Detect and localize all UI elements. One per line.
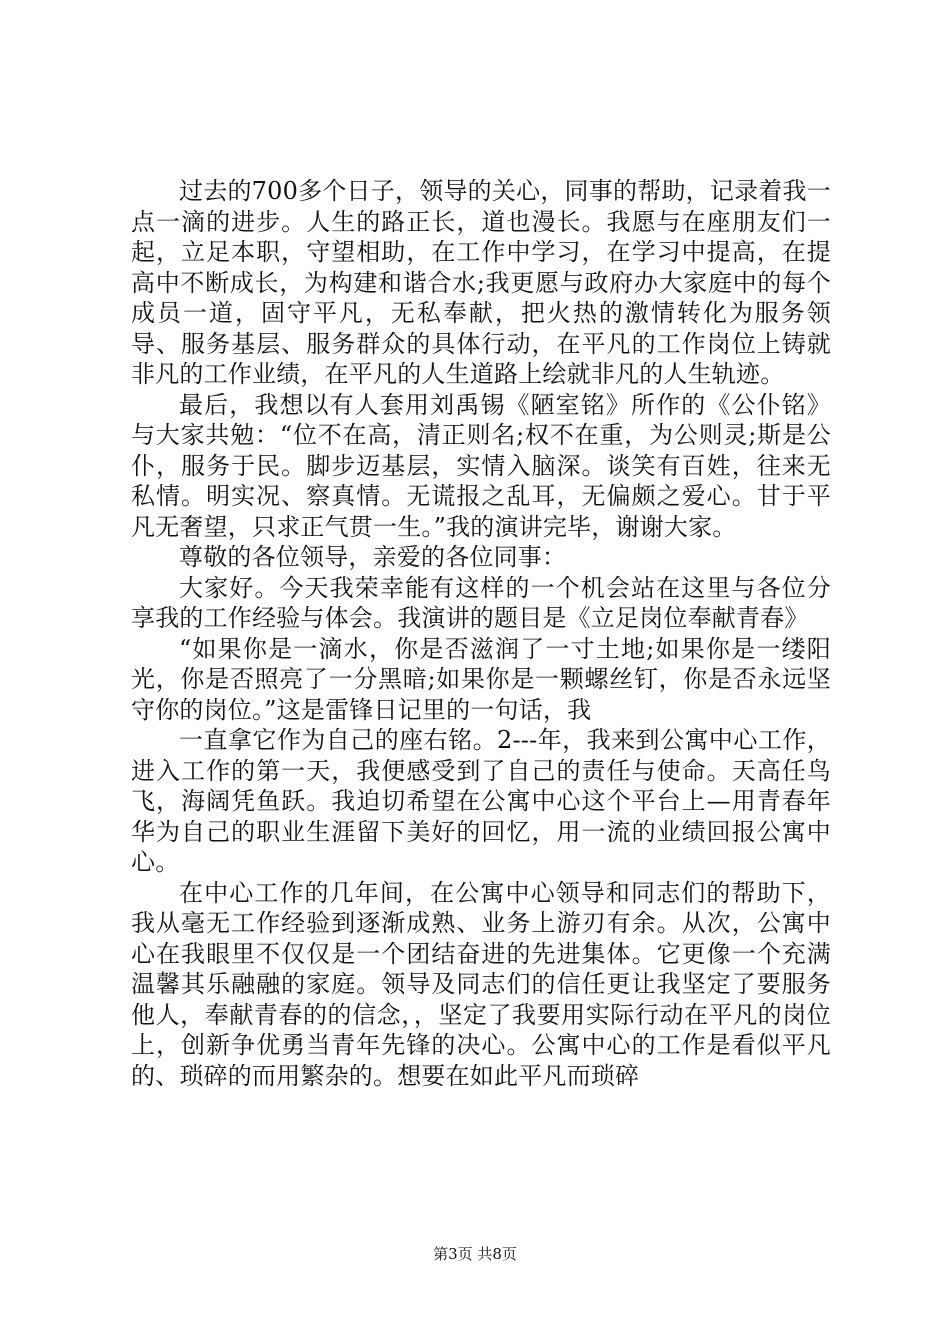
paragraph-lei-feng-quote: “如果你是一滴水，你是否滋润了一寸土地;如果你是一缕阳光，你是否照亮了一分黑暗;如果你是一颗螺丝钉，你是否永远坚守你的岗位。”这是雷锋日记里的一句话，我 (131, 634, 831, 724)
body-text (131, 176, 831, 1091)
page-number-label: 第3页 共8页 (433, 1245, 517, 1263)
paragraph-greeting-topic: 大家好。今天我荣幸能有这样的一个机会站在这里与各位分享我的工作经验与体会。我演讲的题目是《立足岗位奉献青春》 (131, 573, 831, 632)
paragraph-salutation: 尊敬的各位领导，亲爱的各位同事： (179, 543, 567, 571)
page-footer (0, 1244, 950, 1264)
paragraph-gongpu-ming: 最后，我想以有人套用刘禹锡《陋室铭》所作的《公仆铭》与大家共勉：“位不在高，清正则名;权不在重，为公则灵;斯是公仆，服务于民。脚步迈基层，实情入脑深。谈笑有百姓，往来无私情。明实况、察真情。无谎报之乱耳，无偏颇之爱心。甘于平凡无奢望，只求正气贯一生。”我的演讲完毕，谢谢大家。 (131, 390, 831, 541)
paragraph-closing-reflection: 过去的700多个日子，领导的关心，同事的帮助，记录着我一点一滴的进步。人生的路正长，道也漫长。我愿与在座朋友们一起，立足本职，守望相助，在工作中学习，在学习中提高，在提高中不断成长，为构建和谐合水;我更愿与政府办大家庭中的每个成员一道，固守平凡，无私奉献，把火热的激情转化为服务领导、服务基层、服务群众的具体行动，在平凡的工作岗位上铸就非凡的工作业绩，在平凡的人生道路上绘就非凡的人生轨迹。 (131, 177, 831, 388)
paragraph-motto-joining: 一直拿它作为自己的座右铭。2---年，我来到公寓中心工作，进入工作的第一天，我便感受到了自己的责任与使命。天高任鸟飞，海阔凭鱼跃。我迫切希望在公寓中心这个平台上—用青春年华为自己的职业生涯留下美好的回忆，用一流的业绩回报公寓中心。 (131, 726, 831, 876)
paragraph-work-years: 在中心工作的几年间，在公寓中心领导和同志们的帮助下，我从毫无工作经验到逐渐成熟、业务上游刃有余。从次，公寓中心在我眼里不仅仅是一个团结奋进的先进集体。它更像一个充满温馨其乐融融的家庭。领导及同志们的信任更让我坚定了要服务他人，奉献青春的的信念，，坚定了我要用实际行动在平凡的岗位上，创新争优勇当青年先锋的决心。公寓中心的工作是看似平凡的、琐碎的而用繁杂的。想要在如此平凡而琐碎 (131, 878, 831, 1090)
